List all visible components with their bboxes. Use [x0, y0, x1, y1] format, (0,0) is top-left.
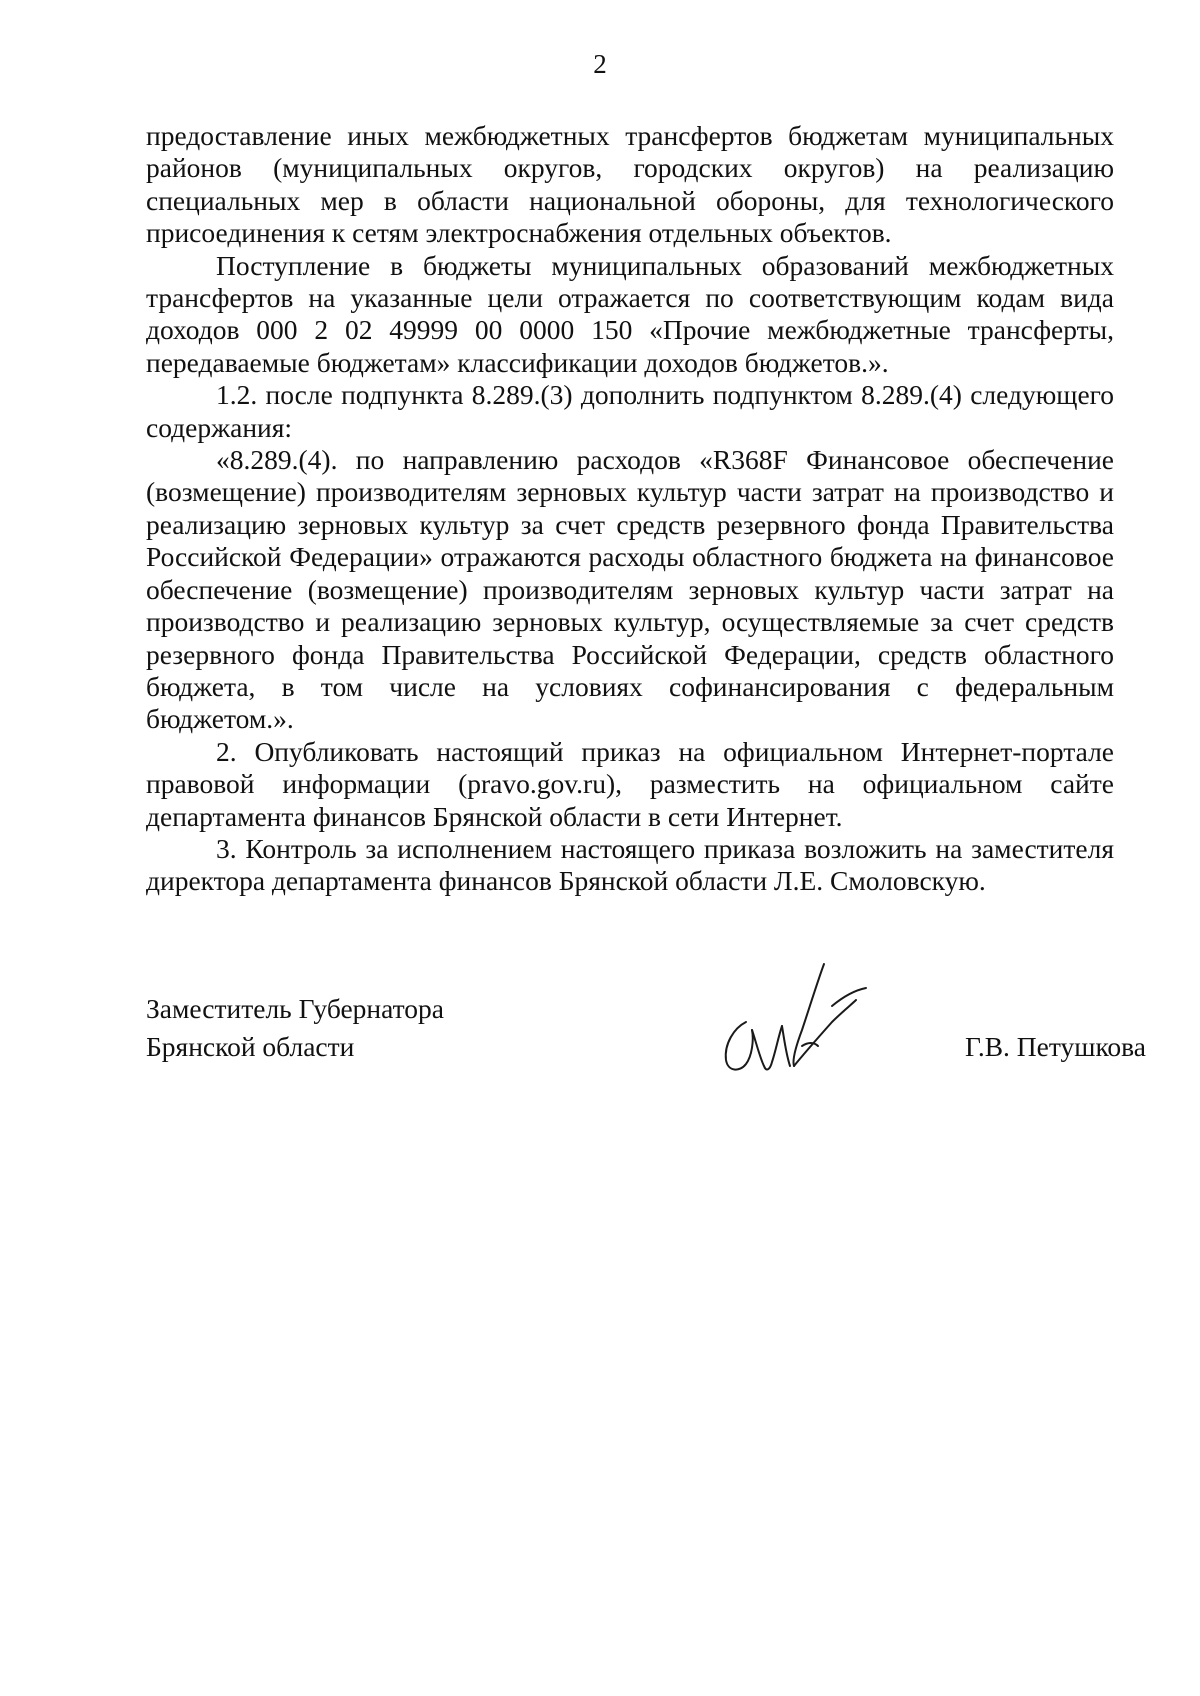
signatory-position [146, 990, 444, 1066]
paragraph-item-3-control: 3. Контроль за исполнением настоящего приказа возложить на заместителя директора департамента финансов Брянской области Л.Е. Смоловскую. [146, 832, 1114, 897]
paragraph-item-2-publish: 2. Опубликовать настоящий приказ на официальном Интернет-портале правовой информации (pravo.gov.ru), разместить на официальном сайте департамента финансов Брянской области в сети Интернет. [146, 735, 1114, 832]
paragraph-subitem-8-289-4: «8.289.(4). по направлению расходов «R368F Финансовое обеспечение (возмещение) производителям зерновых культур части затрат на производство и реализацию зерновых культур за счет средств резервного фонда Правительства Российской Федерации» отражаются расходы областного бюджета на финансовое обеспечение (возмещение) производителям зерновых культур части затрат на производство и реализацию зерновых культур, осуществляемые за счет средств резервного фонда Правительства Российской Федерации, средств областного бюджета, в том числе на условиях софинансирования с федеральным бюджетом.». [146, 444, 1114, 735]
document-body [146, 120, 1114, 898]
signatory-position-line2: Брянской области [146, 1031, 355, 1062]
paragraph-revenue-receipts: Поступление в бюджеты муниципальных образований межбюджетных трансфертов на указанные цели отражается по соответствующим кодам вида доходов 000 2 02 49999 00 0000 150 «Прочие межбюджетные трансферты, передаваемые бюджетам» классификации доходов бюджетов.». [146, 249, 1114, 378]
signature-block [146, 990, 1146, 1110]
signatory-name: Г.В. Петушкова [965, 1031, 1146, 1062]
signatory-position-line1: Заместитель Губернатора [146, 993, 444, 1024]
paragraph-continuation: предоставление иных межбюджетных трансфертов бюджетам муниципальных районов (муниципальных округов, городских округов) на реализацию специальных мер в области национальной обороны, для технологического присоединения к сетям электроснабжения отдельных объектов. [146, 120, 1114, 249]
paragraph-item-1-2: 1.2. после подпункта 8.289.(3) дополнить подпунктом 8.289.(4) следующего содержания: [146, 379, 1114, 443]
page-number: 2 [593, 49, 607, 79]
handwritten-signature [706, 960, 876, 1090]
